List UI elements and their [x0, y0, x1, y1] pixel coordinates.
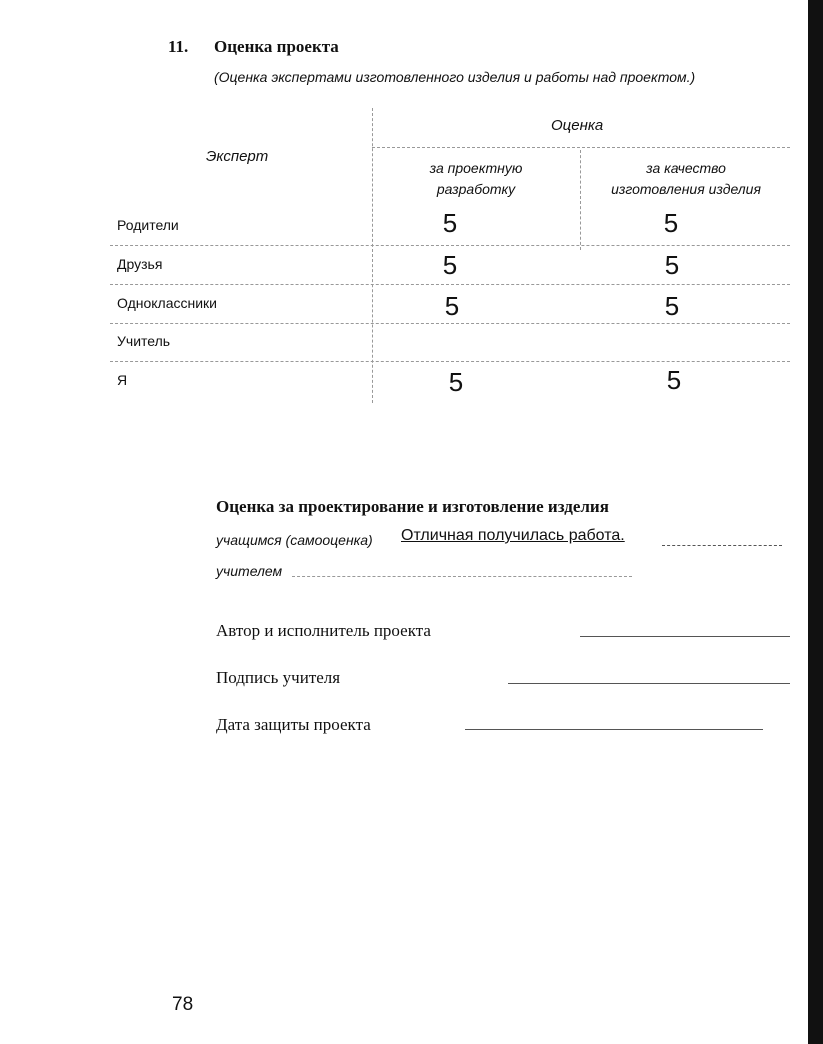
quality-score: 5 [664, 291, 680, 321]
teacher-signature-label: Подпись учителя [216, 668, 341, 687]
quality-score: 5 [666, 365, 682, 395]
teacher-label: учителем [216, 563, 283, 579]
row-expert: Родители [117, 217, 179, 233]
student-self-assessment: Отличная получилась работа. [401, 527, 625, 544]
row-expert: Я [117, 372, 128, 388]
section-number: 11. [168, 37, 189, 56]
header-line: изготовления изделия [611, 181, 761, 197]
design-score: 5 [448, 367, 464, 397]
table-divider [372, 147, 790, 148]
author-label: Автор и исполнитель проекта [216, 621, 431, 640]
row-expert: Учитель [117, 333, 171, 349]
defense-date-label: Дата защиты проекта [216, 715, 371, 734]
signature-line [508, 683, 790, 684]
assessment-title: Оценка за проектирование и изготовление изделия [216, 497, 609, 516]
table-divider [110, 245, 790, 246]
section-title: Оценка проекта [214, 37, 339, 56]
signature-line [580, 636, 790, 637]
header-line: за проектную [429, 160, 523, 176]
table-divider [110, 361, 790, 362]
table-divider [110, 323, 790, 324]
expert-header: Эксперт [206, 148, 269, 165]
design-score: 5 [444, 291, 460, 321]
score-header: Оценка [551, 117, 604, 134]
design-score: 5 [442, 250, 458, 280]
table-divider [580, 150, 581, 250]
signature-line [465, 729, 763, 730]
design-score: 5 [442, 208, 458, 238]
design-column-header [372, 158, 580, 200]
header-line: разработку [436, 181, 516, 197]
fill-line [662, 545, 782, 546]
fill-line [292, 576, 632, 577]
quality-score: 5 [664, 250, 680, 280]
row-expert: Одноклассники [117, 295, 218, 311]
section-subtitle: (Оценка экспертами изготовленного изделия и работы над проектом.) [214, 69, 696, 85]
table-divider [110, 284, 790, 285]
page-number: 78 [172, 994, 194, 1015]
quality-column-header [582, 158, 790, 200]
header-line: за качество [646, 160, 726, 176]
scan-edge [808, 0, 823, 1044]
row-expert: Друзья [117, 256, 163, 272]
student-label: учащимся (самооценка) [216, 532, 373, 548]
quality-score: 5 [663, 208, 679, 238]
table-divider [372, 108, 373, 403]
